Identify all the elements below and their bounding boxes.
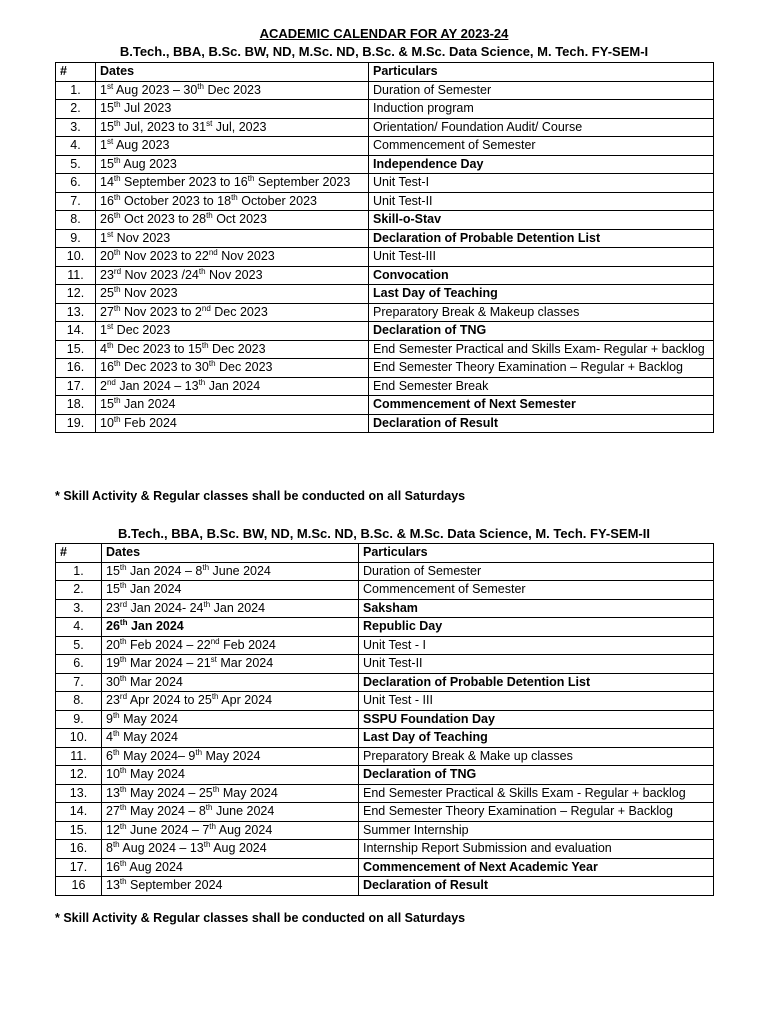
row-number: 9. — [56, 229, 96, 248]
row-particular: End Semester Practical & Skills Exam - Regular + backlog — [359, 784, 714, 803]
row-particular: Commencement of Next Academic Year — [359, 858, 714, 877]
table-row — [56, 581, 714, 600]
row-date: 15th Jul 2023 — [96, 100, 369, 119]
table-row — [56, 303, 714, 322]
table-row — [56, 692, 714, 711]
row-number: 1. — [56, 81, 96, 100]
row-particular: Saksham — [359, 599, 714, 618]
row-date: 20th Nov 2023 to 22nd Nov 2023 — [96, 248, 369, 267]
row-particular: Orientation/ Foundation Audit/ Course — [369, 118, 714, 137]
row-particular: End Semester Theory Examination – Regular + Backlog — [369, 359, 714, 378]
row-particular: Commencement of Next Semester — [369, 396, 714, 415]
row-number: 13. — [56, 784, 102, 803]
row-number: 16. — [56, 359, 96, 378]
table-row — [56, 377, 714, 396]
row-date: 4th Dec 2023 to 15th Dec 2023 — [96, 340, 369, 359]
header-num: # — [56, 544, 102, 563]
row-number: 2. — [56, 100, 96, 119]
table-row — [56, 396, 714, 415]
row-particular: Unit Test-II — [359, 655, 714, 674]
row-particular: Preparatory Break & Make up classes — [359, 747, 714, 766]
table-row — [56, 562, 714, 581]
table-row — [56, 877, 714, 896]
table-row — [56, 118, 714, 137]
row-date: 15th Jan 2024 — [102, 581, 359, 600]
row-particular: Preparatory Break & Makeup classes — [369, 303, 714, 322]
row-date: 15th Jan 2024 – 8th June 2024 — [102, 562, 359, 581]
row-date: 16th October 2023 to 18th October 2023 — [96, 192, 369, 211]
row-date: 10th May 2024 — [102, 766, 359, 785]
row-date: 13th September 2024 — [102, 877, 359, 896]
table-row — [56, 729, 714, 748]
row-number: 1. — [56, 562, 102, 581]
row-particular: Declaration of Probable Detention List — [369, 229, 714, 248]
row-date: 16th Aug 2024 — [102, 858, 359, 877]
table-row — [56, 747, 714, 766]
row-particular: Convocation — [369, 266, 714, 285]
table-row — [56, 100, 714, 119]
row-number: 3. — [56, 118, 96, 137]
row-date: 8th Aug 2024 – 13th Aug 2024 — [102, 840, 359, 859]
table-row — [56, 784, 714, 803]
row-date: 14th September 2023 to 16th September 2023 — [96, 174, 369, 193]
row-number: 11. — [56, 266, 96, 285]
row-particular: Duration of Semester — [369, 81, 714, 100]
row-date: 1st Aug 2023 — [96, 137, 369, 156]
table-row — [56, 766, 714, 785]
row-number: 7. — [56, 192, 96, 211]
row-date: 6th May 2024– 9th May 2024 — [102, 747, 359, 766]
row-particular: End Semester Theory Examination – Regular + Backlog — [359, 803, 714, 822]
table-row — [56, 211, 714, 230]
row-date: 1st Dec 2023 — [96, 322, 369, 341]
table-row — [56, 803, 714, 822]
row-particular: Last Day of Teaching — [359, 729, 714, 748]
row-number: 15. — [56, 340, 96, 359]
table-row — [56, 174, 714, 193]
row-particular: Internship Report Submission and evaluation — [359, 840, 714, 859]
table-row — [56, 673, 714, 692]
row-number: 16 — [56, 877, 102, 896]
row-date: 2nd Jan 2024 – 13th Jan 2024 — [96, 377, 369, 396]
row-number: 10. — [56, 729, 102, 748]
row-date: 25th Nov 2023 — [96, 285, 369, 304]
row-particular: End Semester Break — [369, 377, 714, 396]
row-number: 2. — [56, 581, 102, 600]
row-date: 20th Feb 2024 – 22nd Feb 2024 — [102, 636, 359, 655]
row-particular: SSPU Foundation Day — [359, 710, 714, 729]
table-row — [56, 840, 714, 859]
row-particular: Declaration of Result — [359, 877, 714, 896]
table-row — [56, 340, 714, 359]
table-row — [56, 137, 714, 156]
sem2-note: * Skill Activity & Regular classes shall be conducted on all Saturdays — [55, 911, 466, 925]
row-date: 15th Jul, 2023 to 31st Jul, 2023 — [96, 118, 369, 137]
header-particulars: Particulars — [359, 544, 714, 563]
row-date: 27th May 2024 – 8th June 2024 — [102, 803, 359, 822]
row-date: 23rd Apr 2024 to 25th Apr 2024 — [102, 692, 359, 711]
table-row — [56, 858, 714, 877]
row-number: 9. — [56, 710, 102, 729]
row-number: 3. — [56, 599, 102, 618]
table-row — [56, 636, 714, 655]
row-particular: Unit Test-III — [369, 248, 714, 267]
table-row — [56, 81, 714, 100]
row-number: 19. — [56, 414, 96, 433]
row-date: 23rd Jan 2024- 24th Jan 2024 — [102, 599, 359, 618]
sem2-calendar-table — [55, 543, 714, 896]
sem1-calendar-table — [55, 62, 714, 433]
row-particular: Induction program — [369, 100, 714, 119]
row-number: 17. — [56, 377, 96, 396]
row-number: 7. — [56, 673, 102, 692]
row-particular: Skill-o-Stav — [369, 211, 714, 230]
row-number: 5. — [56, 636, 102, 655]
table-row — [56, 618, 714, 637]
row-number: 11. — [56, 747, 102, 766]
row-date: 26th Jan 2024 — [102, 618, 359, 637]
row-number: 15. — [56, 821, 102, 840]
table-row — [56, 248, 714, 267]
row-date: 16th Dec 2023 to 30th Dec 2023 — [96, 359, 369, 378]
page-title: ACADEMIC CALENDAR FOR AY 2023-24 — [259, 26, 509, 41]
row-particular: Commencement of Semester — [359, 581, 714, 600]
row-particular: End Semester Practical and Skills Exam- Regular + backlog — [369, 340, 714, 359]
row-number: 4. — [56, 618, 102, 637]
row-date: 10th Feb 2024 — [96, 414, 369, 433]
row-particular: Unit Test - I — [359, 636, 714, 655]
header-num: # — [56, 63, 96, 82]
table-row — [56, 285, 714, 304]
row-date: 23rd Nov 2023 /24th Nov 2023 — [96, 266, 369, 285]
row-particular: Declaration of Result — [369, 414, 714, 433]
row-number: 8. — [56, 211, 96, 230]
sem2-table-body — [56, 562, 714, 895]
row-particular: Summer Internship — [359, 821, 714, 840]
row-number: 13. — [56, 303, 96, 322]
table-row — [56, 192, 714, 211]
row-date: 4th May 2024 — [102, 729, 359, 748]
row-date: 30th Mar 2024 — [102, 673, 359, 692]
row-particular: Declaration of TNG — [369, 322, 714, 341]
sem1-note: * Skill Activity & Regular classes shall be conducted on all Saturdays — [55, 489, 466, 503]
row-date: 15th Aug 2023 — [96, 155, 369, 174]
table-row — [56, 322, 714, 341]
row-date: 19th Mar 2024 – 21st Mar 2024 — [102, 655, 359, 674]
row-particular: Unit Test - III — [359, 692, 714, 711]
row-date: 26th Oct 2023 to 28th Oct 2023 — [96, 211, 369, 230]
table-row — [56, 655, 714, 674]
row-number: 17. — [56, 858, 102, 877]
row-number: 16. — [56, 840, 102, 859]
row-number: 6. — [56, 655, 102, 674]
row-number: 12. — [56, 766, 102, 785]
row-number: 5. — [56, 155, 96, 174]
row-number: 6. — [56, 174, 96, 193]
row-particular: Unit Test-II — [369, 192, 714, 211]
row-date: 9th May 2024 — [102, 710, 359, 729]
table-row — [56, 229, 714, 248]
row-date: 27th Nov 2023 to 2nd Dec 2023 — [96, 303, 369, 322]
row-number: 18. — [56, 396, 96, 415]
table-row — [56, 155, 714, 174]
row-particular: Independence Day — [369, 155, 714, 174]
row-particular: Declaration of TNG — [359, 766, 714, 785]
table-row — [56, 710, 714, 729]
row-number: 12. — [56, 285, 96, 304]
table-row — [56, 821, 714, 840]
row-particular: Declaration of Probable Detention List — [359, 673, 714, 692]
row-date: 13th May 2024 – 25th May 2024 — [102, 784, 359, 803]
row-particular: Republic Day — [359, 618, 714, 637]
table-row — [56, 266, 714, 285]
table-header-row — [56, 63, 714, 82]
row-particular: Duration of Semester — [359, 562, 714, 581]
row-number: 14. — [56, 803, 102, 822]
header-particulars: Particulars — [369, 63, 714, 82]
row-particular: Unit Test-I — [369, 174, 714, 193]
row-date: 12th June 2024 – 7th Aug 2024 — [102, 821, 359, 840]
sem1-table-body — [56, 81, 714, 433]
row-date: 1st Nov 2023 — [96, 229, 369, 248]
sem1-subtitle: B.Tech., BBA, B.Sc. BW, ND, M.Sc. ND, B.Sc. & M.Sc. Data Science, M. Tech. FY-SEM-I — [119, 44, 649, 59]
row-number: 8. — [56, 692, 102, 711]
row-date: 1st Aug 2023 – 30th Dec 2023 — [96, 81, 369, 100]
header-dates: Dates — [96, 63, 369, 82]
row-particular: Commencement of Semester — [369, 137, 714, 156]
table-row — [56, 599, 714, 618]
table-row — [56, 359, 714, 378]
table-header-row — [56, 544, 714, 563]
row-number: 14. — [56, 322, 96, 341]
row-date: 15th Jan 2024 — [96, 396, 369, 415]
table-row — [56, 414, 714, 433]
header-dates: Dates — [102, 544, 359, 563]
row-particular: Last Day of Teaching — [369, 285, 714, 304]
row-number: 10. — [56, 248, 96, 267]
row-number: 4. — [56, 137, 96, 156]
sem2-subtitle: B.Tech., BBA, B.Sc. BW, ND, M.Sc. ND, B.Sc. & M.Sc. Data Science, M. Tech. FY-SEM-II — [118, 526, 650, 541]
